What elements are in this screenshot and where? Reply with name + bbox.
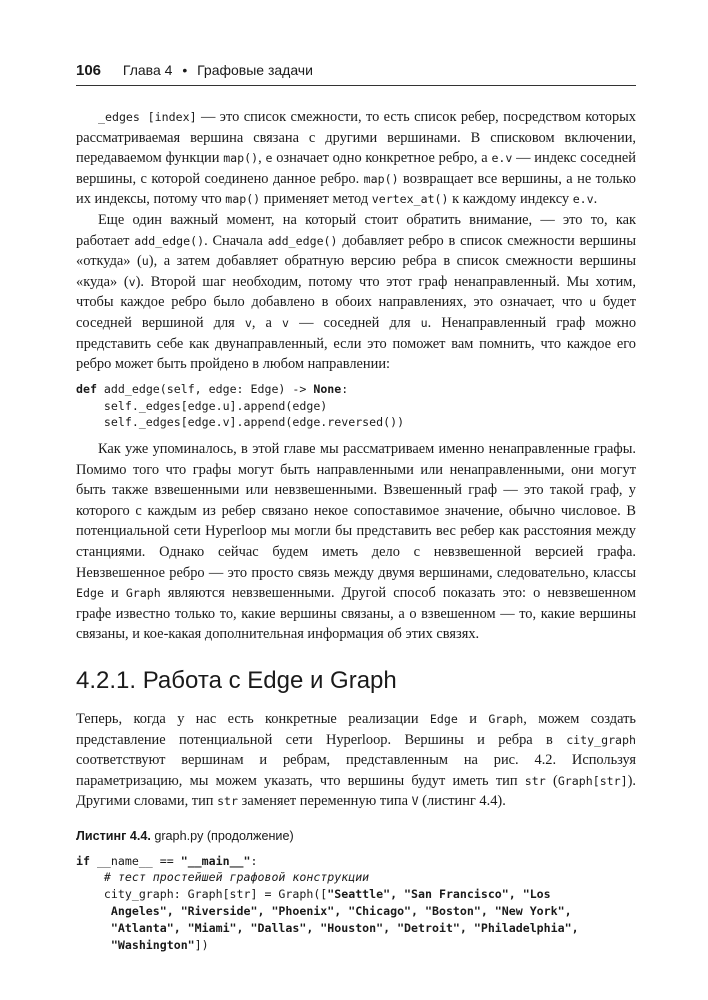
text: будет соседней вершиной для	[76, 294, 636, 331]
code-inline: Edge	[76, 586, 104, 601]
text: Теперь, когда у нас есть конкретные реализации	[76, 711, 430, 728]
code-comment: # тест простейшей графовой конструкции	[76, 870, 370, 885]
text: (листинг 4.4).	[418, 793, 506, 810]
code-line: self._edges[edge.u].append(edge)	[76, 398, 328, 413]
code-text: :	[250, 853, 258, 868]
code-inline: v	[282, 315, 289, 330]
code-inline: e	[265, 151, 273, 166]
text: ). Второй шаг необходим, потому что этот граф ненаправленный. Мы хотим, чтобы каждое ребро было добавлено в обоих направлениях, это означает, что	[76, 273, 636, 311]
listing-label: Листинг 4.4.	[76, 829, 151, 844]
text: Как уже упоминалось, в этой главе мы рассматриваем именно ненаправленные графы. Помимо того что графы могут быть направленными или ненаправленными, они могут быть также взвешенными или невзвешенными. Взвешенный граф — это такой граф, у которого с каждым из ребер связано некое сопоставимое значение, обычно числовое. В потенциальной сети Hyperloop мы могли бы представить вес ребер как расстояния между станциями. Однако сейчас будем иметь дело с невзвешенной версией графа. Невзвешенное ребро — это просто связь между двумя вершинами, следовательно, классы	[76, 441, 636, 581]
code-text: add_edge(self, edge: Edge) ->	[96, 381, 314, 396]
text: ), а затем добавляет обратную версию ребра в список смежности вершины «куда» (	[76, 253, 636, 290]
code-inline: map()	[225, 192, 261, 207]
code-inline: str	[524, 773, 546, 788]
text: соответствуют вершинам и ребрам, представленным на рис. 4.2. Используя параметризацию, мы можем указать, что вершины будут иметь тип	[76, 752, 636, 789]
listing-caption	[76, 826, 636, 847]
paragraph-city-graph	[76, 709, 636, 812]
code-inline: e.v	[572, 192, 594, 207]
code-block-add-edge	[76, 381, 636, 431]
code-inline: u	[589, 295, 597, 310]
text: возвращает все вершины, а не только их индексы, потому что	[76, 170, 636, 208]
code-inline: V	[411, 794, 419, 809]
text: ,	[258, 150, 266, 167]
code-inline: Edge	[429, 712, 458, 727]
paragraph-edges-description	[76, 107, 636, 210]
text: (	[545, 772, 558, 789]
chapter-title: Графовые задачи	[197, 62, 313, 78]
text: являются невзвешенными. Другой способ показать это: о невзвешенном графе известно только то, какие вершины связаны, а о взвешенном — то, какие вершины связаны, и кое-какая дополнительная информация об этих связях.	[76, 585, 636, 643]
text: — индекс соседней вершины, с которой соединено данное ребро.	[76, 150, 636, 187]
text: — соседней для	[289, 314, 421, 331]
text: ). Другими словами, тип	[76, 772, 637, 810]
code-block-listing	[76, 853, 636, 954]
code-inline: Graph	[488, 712, 524, 727]
paragraph-add-edge	[76, 210, 636, 375]
code-text: city_graph: Graph[str] = Graph([	[76, 887, 328, 902]
text: добавляет ребро в список смежности вершины «откуда» (	[76, 232, 636, 270]
code-inline: u	[420, 315, 428, 330]
header-rule	[76, 85, 636, 86]
code-inline: map()	[223, 151, 259, 166]
code-inline: str	[217, 794, 239, 809]
code-string: "Atlanta", "Miami", "Dallas", "Houston", "Detroit", "Philadelphia",	[76, 920, 579, 935]
text: Еще один важный момент, на который стоит обратить внимание, — это то, как работает	[76, 211, 636, 249]
text: к каждому индексу	[448, 191, 573, 208]
code-string: "__main__"	[180, 853, 251, 868]
code-keyword: def	[76, 381, 97, 396]
code-string: "Seattle", "San Francisco", "Los	[327, 887, 551, 902]
code-inline: map()	[363, 171, 399, 186]
code-inline: Graph[str]	[557, 773, 628, 788]
code-inline: u	[141, 254, 149, 269]
code-inline: e.v	[491, 151, 513, 166]
header-separator: •	[182, 62, 188, 78]
code-string: "Washington"	[76, 937, 195, 952]
text: заменяет переменную типа	[238, 793, 412, 810]
code-inline: Graph	[125, 586, 161, 601]
code-inline: vertex_at()	[371, 192, 449, 207]
code-text: :	[341, 381, 349, 396]
text: и	[457, 711, 489, 728]
code-inline: v	[244, 315, 252, 330]
page-body	[76, 107, 636, 961]
page-number: 106	[76, 62, 102, 79]
text: , а	[251, 314, 283, 331]
text: применяет метод	[260, 191, 372, 208]
code-inline: _edges [index]	[98, 110, 197, 124]
code-keyword: None	[313, 381, 342, 396]
code-keyword: if	[76, 853, 90, 868]
text: означает одно конкретное ребро, а	[272, 150, 492, 167]
code-text: __name__ ==	[89, 853, 181, 868]
code-string: Angeles", "Riverside", "Phoenix", "Chicago", "Boston", "New York",	[76, 904, 572, 918]
text: . Сначала	[204, 232, 268, 249]
text: , можем создать представление потенциальной сети Hyperloop. Вершины и ребра в	[76, 711, 636, 748]
text: и	[103, 585, 126, 602]
code-inline: city_graph	[566, 732, 636, 747]
paragraph-weighted-graphs	[76, 439, 636, 645]
code-inline: v	[128, 274, 136, 289]
listing-title: graph.py (продолжение)	[150, 829, 294, 844]
section-heading: 4.2.1. Работа с Edge и Graph	[76, 667, 397, 695]
code-line: self._edges[edge.v].append(edge.reversed())	[76, 415, 405, 430]
code-inline: add_edge()	[134, 233, 205, 248]
text: . Ненаправленный граф можно представить себе как двунаправленный, если это поможет вам помнить, что каждое его ребро может быть пройдено в любом направлении:	[76, 314, 637, 373]
text: — это список смежности, то есть список ребер, посредством которых рассматриваемая вершина связана с другими вершинами. В списковом включении, передаваемом функции	[76, 109, 636, 167]
code-inline: add_edge()	[267, 233, 338, 248]
running-header	[76, 62, 636, 86]
text: .	[593, 191, 598, 208]
code-text: ])	[194, 937, 209, 952]
chapter-label: Глава 4	[122, 62, 173, 78]
